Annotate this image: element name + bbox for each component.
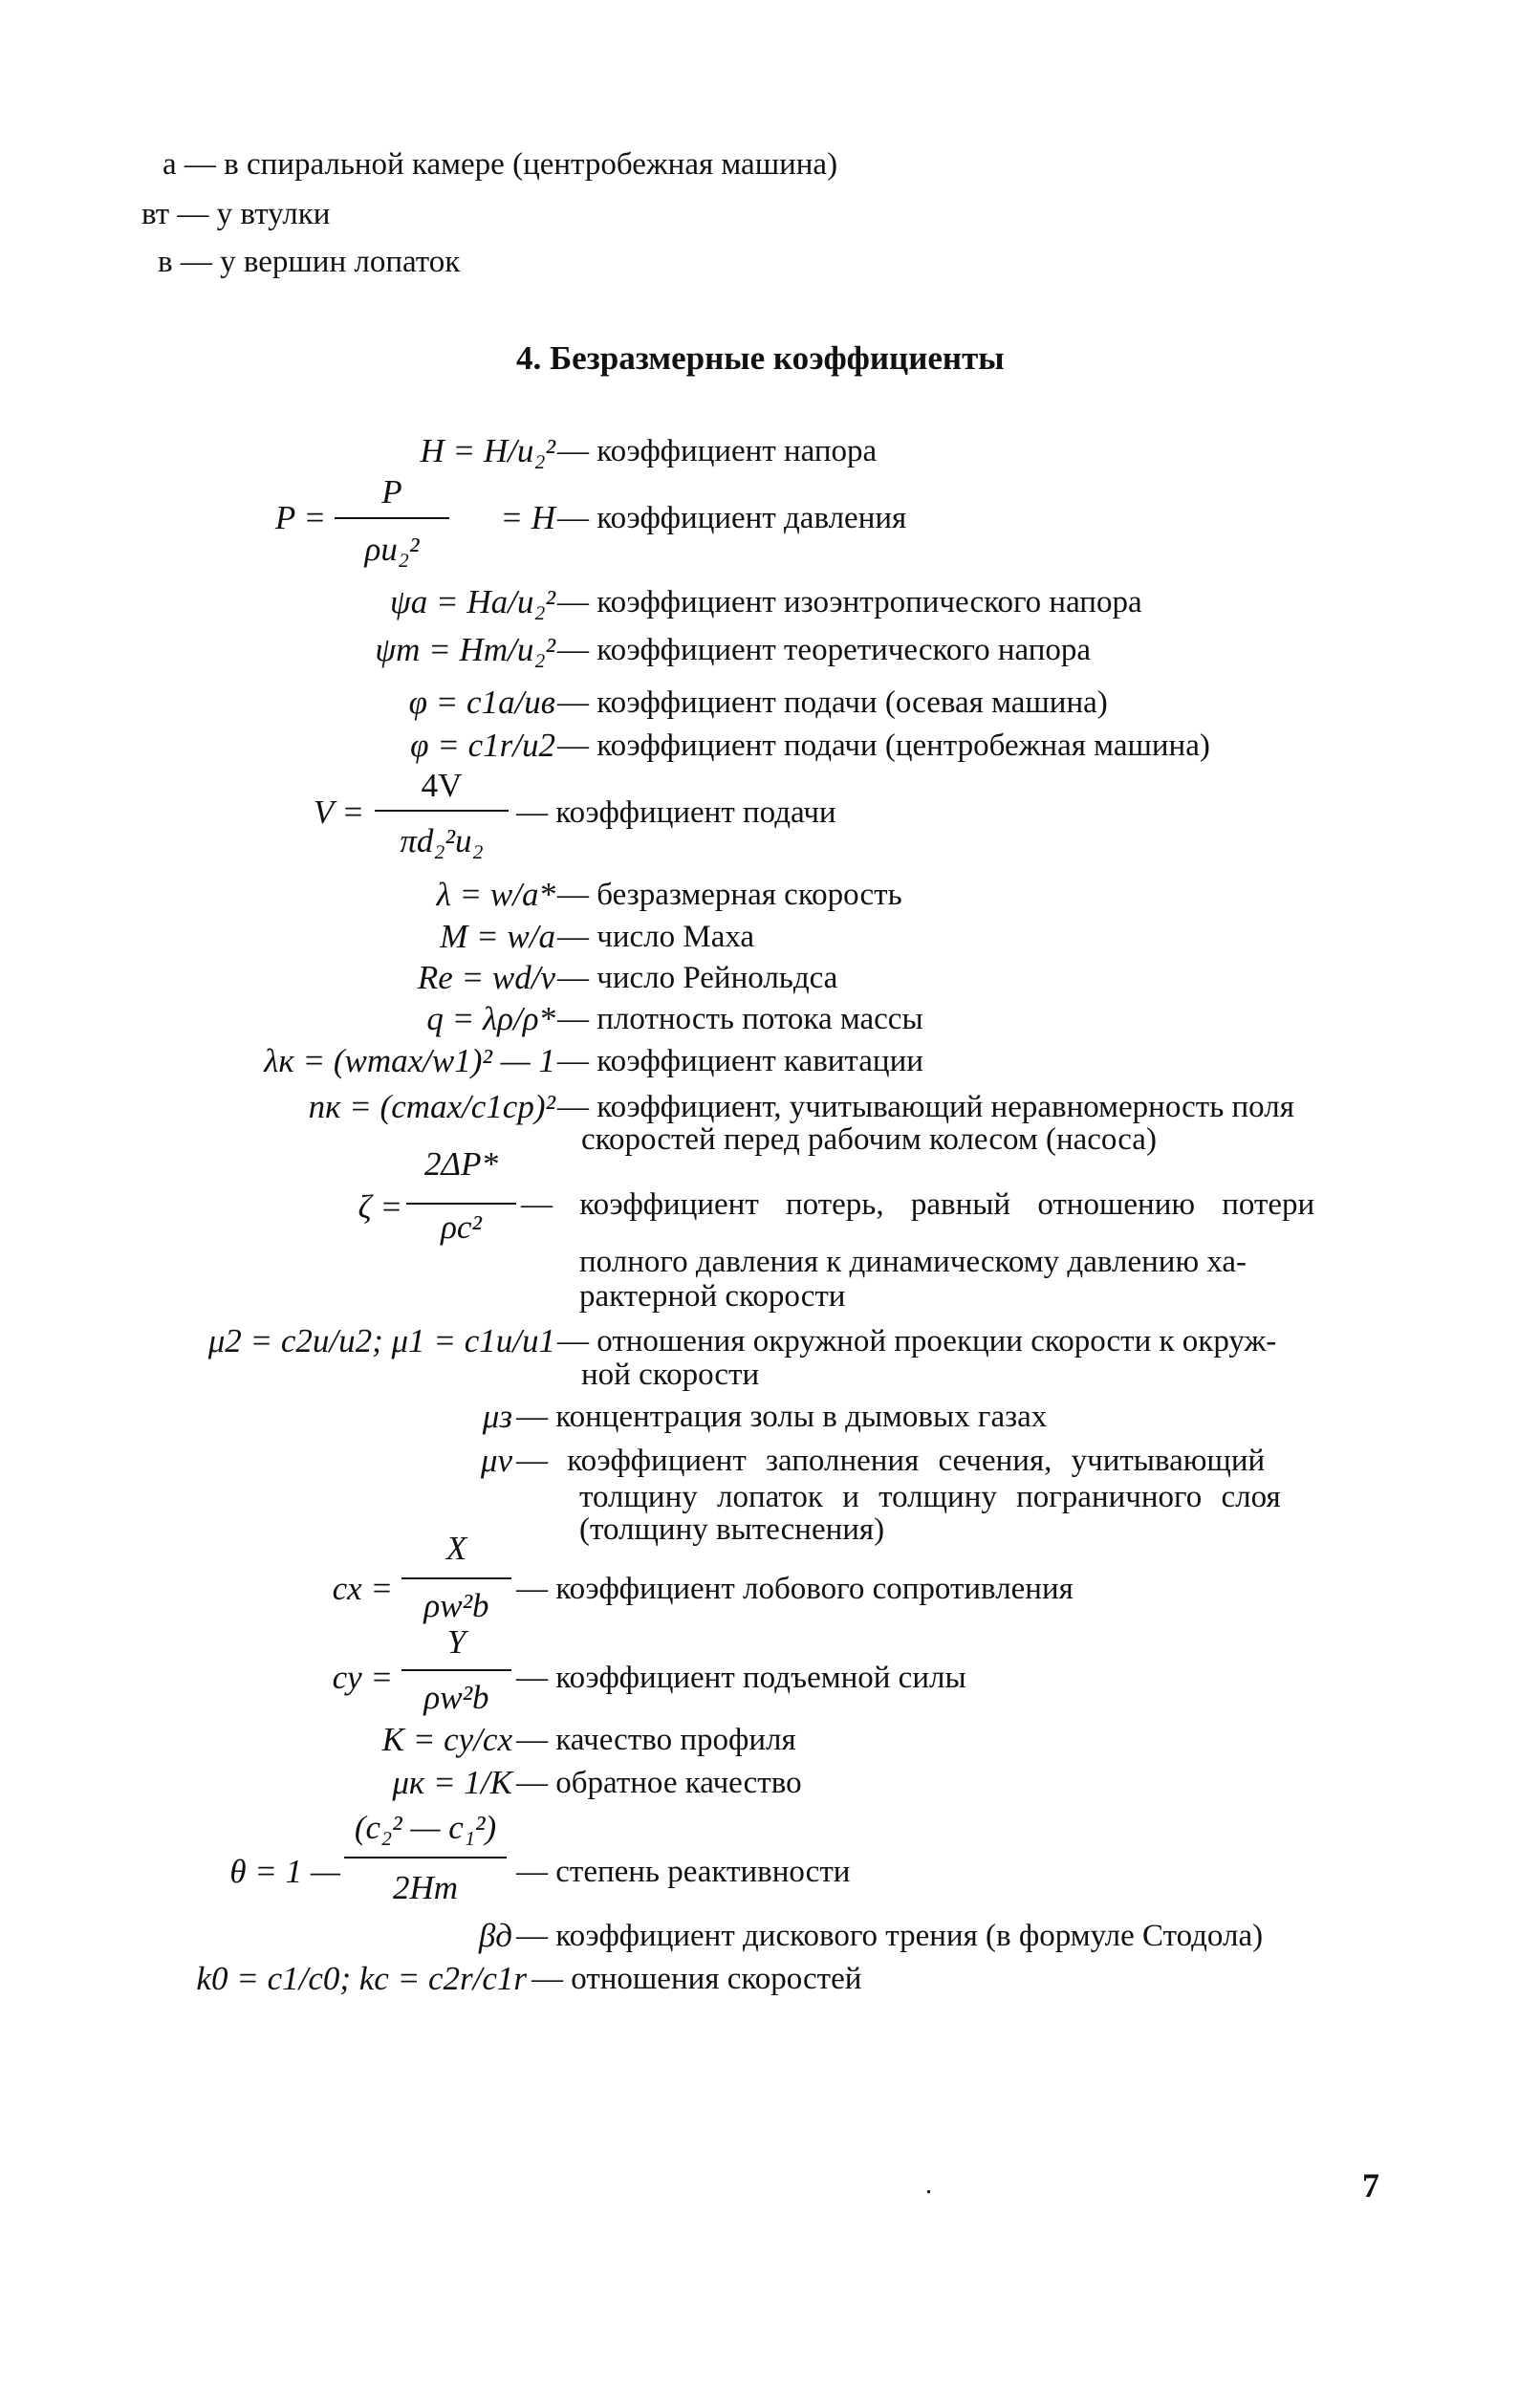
fraction-numerator: Y (446, 1623, 466, 1661)
formula-description: — число Маха (557, 920, 755, 954)
list-item: в — у вершин лопаток (158, 245, 461, 279)
formula-flow-left: V = (313, 793, 364, 831)
formula-description: — коэффициент заполнения сечения, учитывающий (516, 1444, 1266, 1478)
formula-drag-left: cx = (332, 1570, 393, 1607)
fraction-numerator: 4V (421, 767, 463, 804)
fraction-bar (344, 1857, 507, 1858)
formula-lift-drag-ratio: K = cy/cx (381, 1721, 512, 1758)
formula-description: — качество профиля (516, 1723, 796, 1757)
formula-reynolds: Re = wd/ν (417, 959, 555, 996)
formula-description: — степень реактивности (516, 1855, 851, 1889)
formula-description: — обратное качество (516, 1766, 802, 1800)
formula-ash-concentration: μз (482, 1398, 512, 1435)
formula-phi-centrifugal: φ = c1r/u2 (410, 727, 555, 764)
formula-description: — коэффициент теоретического напора (557, 633, 1092, 667)
formula-description: — отношения скоростей (531, 1962, 862, 1996)
fraction-numerator: P (381, 473, 402, 511)
formula-description-continued: (толщину вытеснения) (579, 1512, 885, 1547)
fraction-bar (401, 1669, 511, 1671)
formula-description: — коэффициент дискового трения (в формуле Стодола) (516, 1919, 1264, 1953)
formula-reaction-left: θ = 1 — (229, 1853, 340, 1890)
formula-description-continued: полного давления к динамическому давлению ха- (579, 1245, 1247, 1279)
fraction-numerator: (c₂² — c₁²) (354, 1809, 497, 1846)
fraction-denominator: ρu₂² (364, 531, 420, 568)
formula-head-coefficient: H = H/u₂² (420, 432, 555, 469)
formula-description: — концентрация золы в дымовых газах (516, 1400, 1048, 1434)
formula-cavitation: λк = (wmax/w1)² — 1 (264, 1042, 555, 1079)
formula-description: — коэффициент подачи (центробежная машина) (557, 728, 1210, 763)
formula-nonuniformity: nк = (cmax/c1ср)² (308, 1088, 555, 1125)
formula-description: — коэффициент кавитации (557, 1044, 923, 1078)
formula-inverse-quality: μк = 1/K (392, 1764, 512, 1801)
formula-loss-left: ζ = (358, 1188, 402, 1226)
list-item: вт — у втулки (141, 197, 331, 231)
formula-lift-left: cy = (332, 1659, 393, 1696)
fraction-denominator: ρc² (441, 1208, 482, 1246)
fraction-bar (335, 517, 449, 519)
fraction-bar (375, 810, 509, 812)
formula-description: — отношения окружной проекции скорости к окруж- (557, 1324, 1277, 1359)
fraction-bar (406, 1203, 516, 1205)
formula-description: — коэффициент, учитывающий неравномерность поля (557, 1090, 1294, 1124)
section-heading: 4. Безразмерные коэффициенты (516, 339, 1005, 377)
formula-description: — коэффициент изоэнтропического напора (557, 585, 1142, 619)
footer-mark: . (925, 2170, 932, 2200)
formula-mass-flux: q = λρ/ρ* (426, 1000, 555, 1037)
formula-psi-t: ψт = Hт/u₂² (375, 631, 555, 668)
fraction-numerator: X (445, 1530, 467, 1567)
formula-description: — плотность потока массы (557, 1002, 923, 1036)
formula-description: — число Рейнольдса (557, 961, 838, 995)
formula-description: — коэффициент подачи (осевая машина) (557, 685, 1108, 720)
formula-pressure-left: P = (274, 499, 326, 536)
fraction-bar (401, 1577, 511, 1579)
fraction-numerator: 2ΔP* (424, 1145, 498, 1183)
formula-description: — коэффициент подъемной силы (516, 1661, 966, 1695)
list-item: а — в спиральной камере (центробежная машина) (163, 147, 838, 182)
formula-swirl-ratio: μ2 = c2u/u2; μ1 = c1u/u1 (207, 1322, 555, 1359)
formula-description: — коэффициент давления (557, 501, 907, 535)
page-number: 7 (1362, 2166, 1379, 2205)
fraction-denominator: 2Hт (392, 1869, 459, 1906)
formula-pressure-right: = H (500, 499, 555, 536)
formula-description-continued: скоростей перед рабочим колесом (насоса) (581, 1122, 1157, 1157)
formula-description: — коэффициент лобового сопротивления (516, 1572, 1074, 1606)
formula-mach: M = w/a (440, 918, 555, 955)
formula-phi-axial: φ = c1a/uв (408, 684, 555, 721)
formula-description: — коэффициент напора (557, 434, 878, 468)
formula-lambda: λ = w/a* (436, 876, 555, 913)
formula-psi-a: ψa = Ha/u₂² (389, 583, 555, 620)
formula-description-continued: рактерной скорости (579, 1279, 846, 1314)
formula-description: — коэффициент потерь, равный отношению потери (521, 1187, 1315, 1222)
formula-description: — безразмерная скорость (557, 878, 902, 912)
formula-description: — коэффициент подачи (516, 795, 836, 830)
formula-velocity-ratios: k0 = c1/c0; kc = c2r/c1r (196, 1960, 527, 1997)
formula-disk-friction: βд (478, 1917, 512, 1954)
formula-description-continued: толщину лопаток и толщину пограничного слоя (579, 1480, 1281, 1514)
fraction-denominator: πd₂²u₂ (400, 822, 484, 859)
fraction-denominator: ρw²b (423, 1587, 489, 1624)
formula-blockage: μv (480, 1442, 512, 1479)
fraction-denominator: ρw²b (423, 1679, 489, 1716)
formula-description-continued: ной скорости (581, 1358, 760, 1392)
